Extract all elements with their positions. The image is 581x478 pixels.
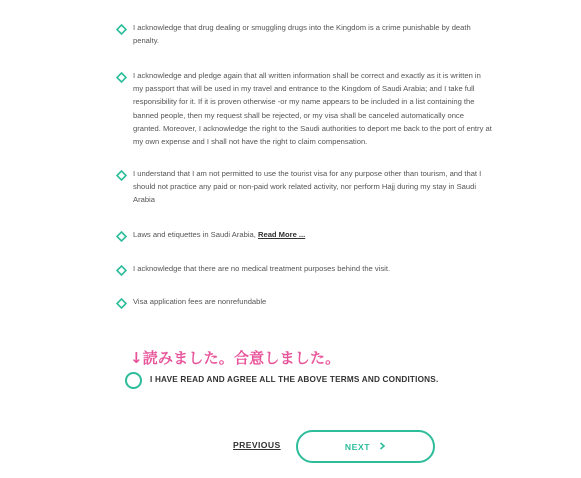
term-text-main: Laws and etiquettes in Saudi Arabia,	[133, 230, 256, 239]
agree-label[interactable]: I HAVE READ AND AGREE ALL THE ABOVE TERMS AND CONDITIONS.	[150, 375, 439, 384]
diamond-bullet-icon	[116, 24, 127, 35]
annotation-text: ↓読みました。合意しました。	[130, 349, 341, 367]
diamond-bullet-icon	[116, 170, 127, 181]
term-text	[133, 228, 493, 241]
agree-terms-row[interactable]	[125, 372, 485, 390]
term-text: I acknowledge and pledge again that all written information shall be correct and exactly as it is written in my passport that will be used in my travel and entrance to the Kingdom of Saudi Arabia; and I take full responsibility for it. If it is proven otherwise -or my name appears to be included in a list containing the banned people, then my request shall be rejected, or my visa shall be canceled automatically once granted. Moreover, I acknowledge the right to the Saudi authorities to deport me back to the port of entry at my own expense and I shall not have the right to claim compensation.	[133, 71, 492, 147]
term-text: I acknowledge that there are no medical treatment purposes behind the visit.	[133, 264, 391, 273]
next-button-label: NEXT	[344, 441, 371, 452]
previous-link[interactable]: PREVIOUS	[233, 440, 281, 450]
diamond-bullet-icon	[116, 231, 127, 242]
next-button[interactable]	[296, 430, 435, 463]
diamond-bullet-icon	[116, 265, 127, 276]
term-text: Visa application fees are nonrefundable	[133, 297, 267, 306]
diamond-bullet-icon	[116, 298, 127, 309]
read-more-link[interactable]: Read More ...	[257, 230, 306, 239]
term-text: I understand that I am not permitted to use the tourist visa for any purpose other than tourism, and that I should not practice any paid or non-paid work related activity, nor perform Hajj during my stay in Saudi Arabia	[133, 169, 482, 205]
diamond-bullet-icon	[116, 72, 127, 83]
agree-radio-button[interactable]	[125, 372, 142, 389]
chevron-right-icon	[379, 442, 386, 452]
term-text: I acknowledge that drug dealing or smuggling drugs into the Kingdom is a crime punishable by death penalty.	[133, 23, 471, 46]
